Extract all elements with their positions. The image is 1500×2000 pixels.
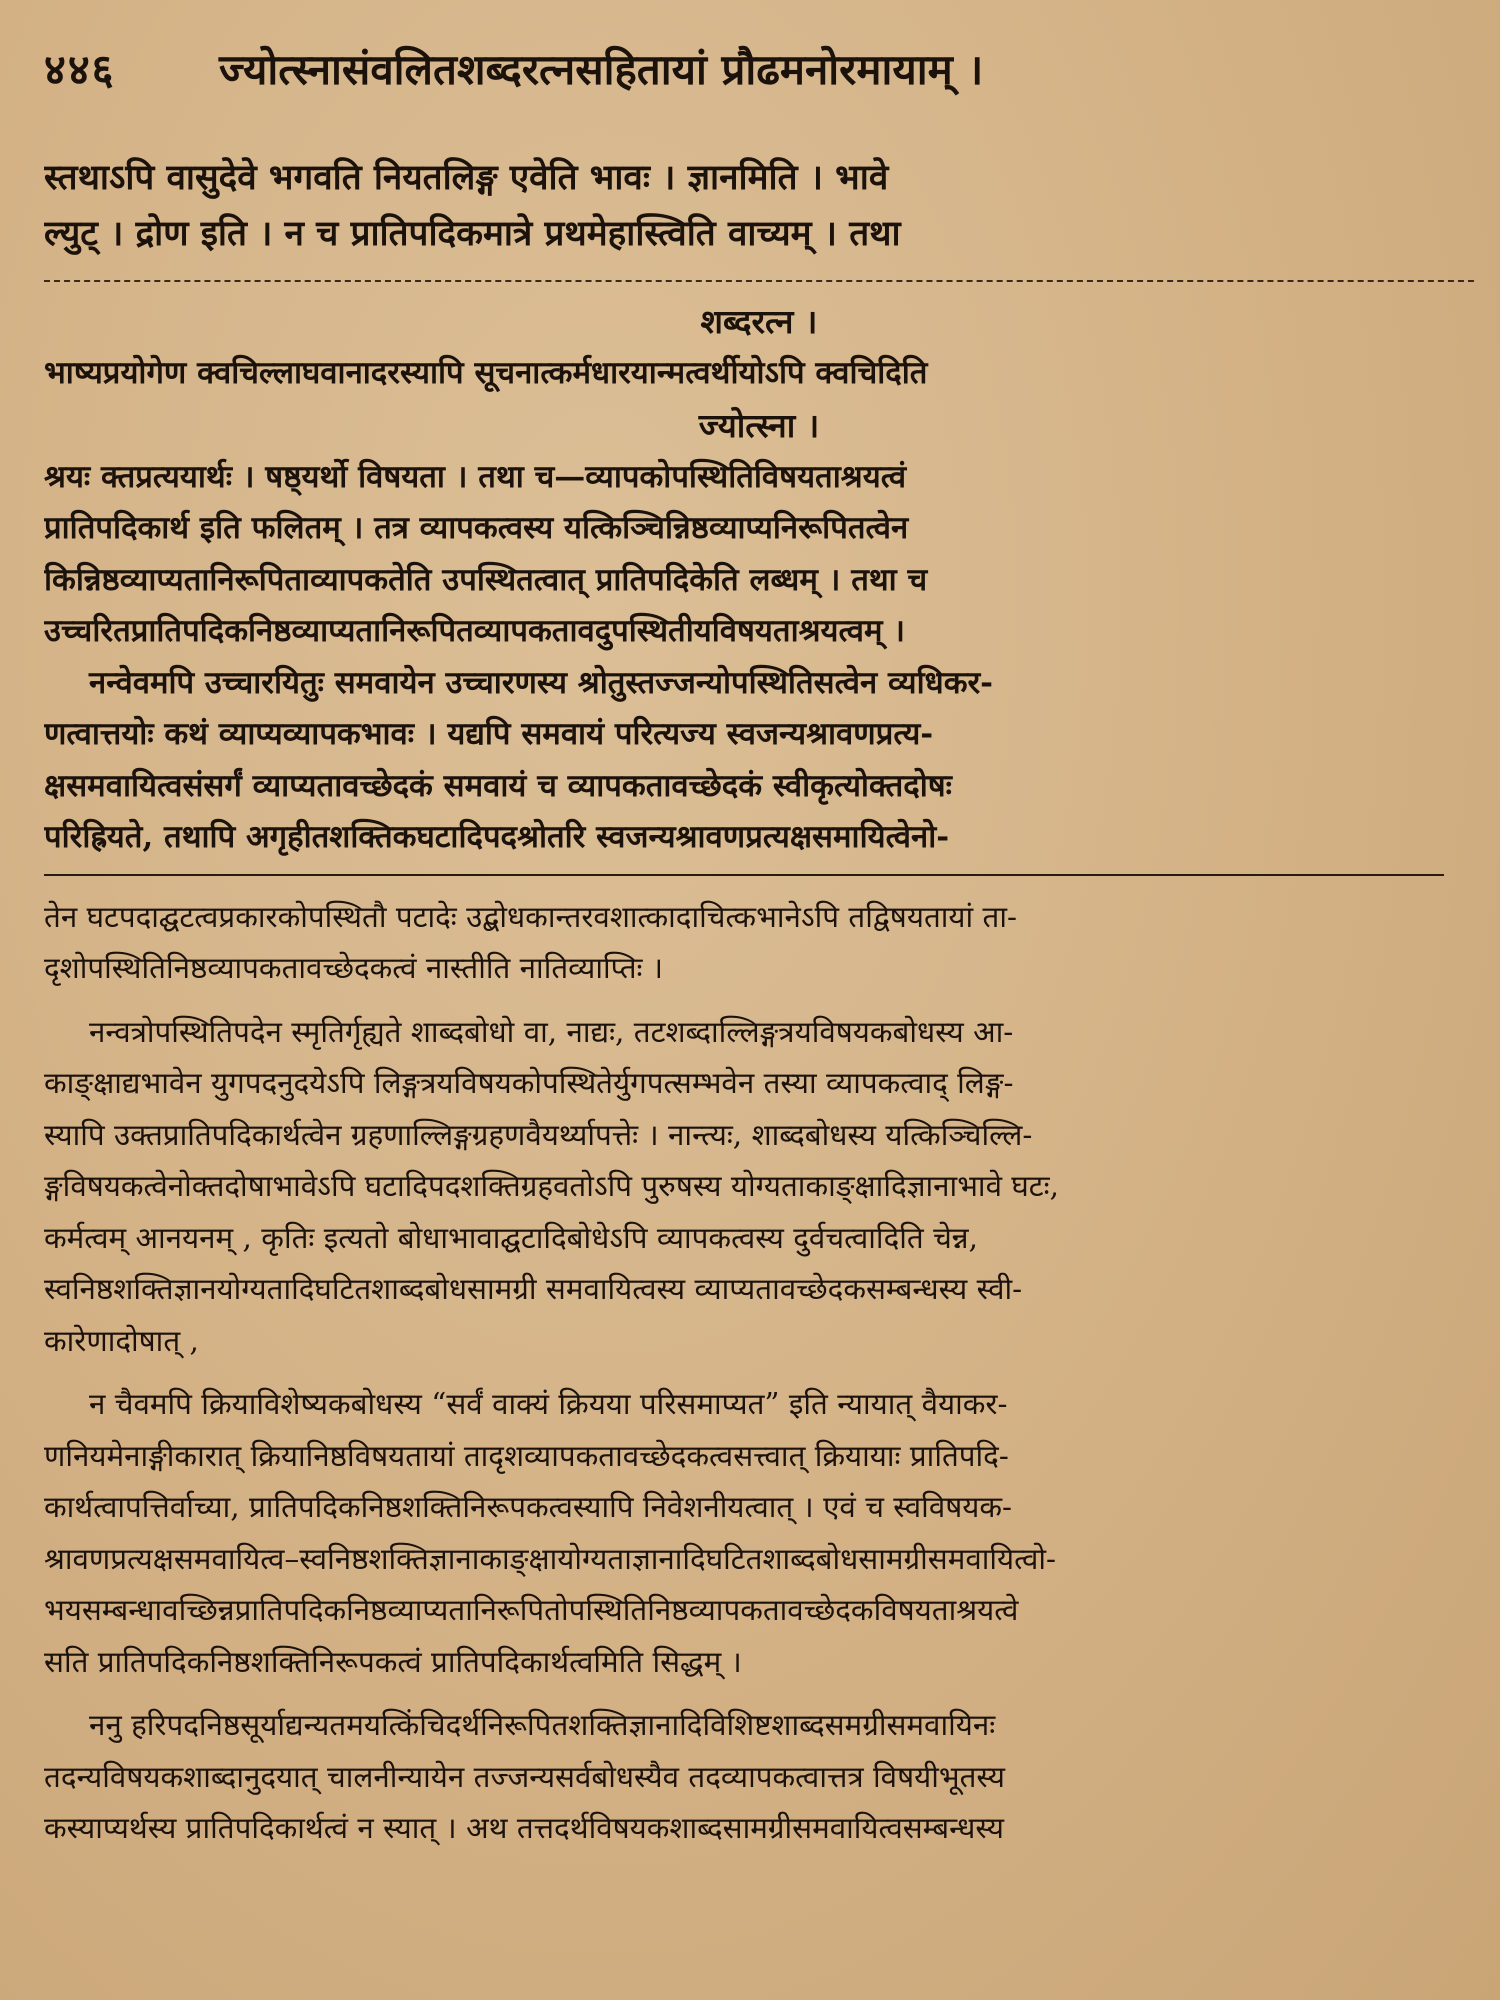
text-line: स्यापि उक्तप्रातिपदिकार्थत्वेन ग्रहणाल्लिङ्गग्रहणवैयर्थ्यापत्तेः । नान्त्यः, शाब्दबोधस्य यत्किञ्चिल्लि- — [44, 1117, 1033, 1152]
text-line: णनियमेनाङ्गीकारात् क्रियानिष्ठविषयतायां तादृशव्यापकतावच्छेदकत्वसत्त्वात् क्रियायाः प्रातिपदि- — [44, 1438, 1009, 1473]
section-heading-jyotsna: ज्योत्स्ना । — [698, 405, 820, 445]
book-page — [44, 40, 1474, 1855]
text-line: नन्वत्रोपस्थितिपदेन स्मृतिर्गृह्यते शाब्दबोधो वा, नाद्यः, तटशब्दाल्लिङ्गत्रयविषयकबोधस्य आ- — [89, 1014, 1014, 1049]
footnote-rule — [44, 874, 1444, 876]
text-line: कारेणादोषात् , — [44, 1323, 199, 1358]
running-title: ज्योत्स्नासंवलितशब्दरत्नसहितायां प्रौढमनोरमायाम् । — [219, 45, 984, 94]
text-line: किन्निष्ठव्याप्यतानिरूपिताव्यापकतेति उपस्थितत्वात् प्रातिपदिकेति लब्धम् । तथा च — [44, 561, 928, 598]
text-line: तदन्यविषयकशाब्दानुदयात् चालनीन्यायेन तज्जन्यसर्वबोधस्यैव तदव्यापकत्वात्तत्र विषयीभूतस्य — [44, 1759, 1006, 1794]
text-line: श्रावणप्रत्यक्षसमवायित्व–स्वनिष्ठशक्तिज्ञानाकाङ्क्षायोग्यताज्ञानादिघटितशाब्दबोधसामग्रीसमवायित्वो- — [44, 1541, 1056, 1576]
text-line: कार्थत्वापत्तिर्वाच्या, प्रातिपदिकनिष्ठशक्तिनिरूपकत्वस्यापि निवेशनीयत्वात् । एवं च स्वविषयक- — [44, 1490, 1013, 1524]
text-line: ङ्गविषयकत्वेनोक्तदोषाभावेऽपि घटादिपदशक्तिग्रहवतोऽपि पुरुषस्य योग्यताकाङ्क्षादिज्ञानाभावे घटः, — [44, 1169, 1059, 1203]
footnote-section — [44, 892, 1474, 1855]
text-line: भयसम्बन्धावच्छिन्नप्रातिपदिकनिष्ठव्याप्यतानिरूपितोपस्थितिनिष्ठव्यापकतावच्छेदकविषयताश्रयत्वे — [44, 1593, 1019, 1627]
text-line: भाष्यप्रयोगेण क्वचिल्लाघवानादरस्यापि सूचनात्कर्मधारयान्मत्वर्थीयोऽपि क्वचिदिति — [44, 355, 928, 391]
text-line: क्षसमवायित्वसंसर्गं व्याप्यतावच्छेदकं समवायं च व्यापकतावच्छेदकं स्वीकृत्योक्तदोषः — [44, 767, 952, 804]
commentary-continuation — [44, 150, 1474, 262]
text-line: प्रातिपदिकार्थ इति फलितम् । तत्र व्यापकत्वस्य यत्किञ्चिन्निष्ठव्याप्यनिरूपितत्वेन — [44, 510, 909, 546]
text-line: स्तथाऽपि वासुदेवे भगवति नियतलिङ्ग एवेति भावः । ज्ञानमिति । भावे — [44, 157, 889, 198]
text-line: सति प्रातिपदिकनिष्ठशक्तिनिरूपकत्वं प्रातिपदिकार्थत्वमिति सिद्धम् । — [44, 1644, 742, 1679]
text-line: कर्मत्वम् आनयनम् , कृतिः इत्यतो बोधाभावाद्घटादिबोधेऽपि व्यापकत्वस्य दुर्वचत्वादिति चेन्न, — [44, 1220, 978, 1255]
text-line: कस्याप्यर्थस्य प्रातिपदिकार्थत्वं न स्यात् । अथ तत्तदर्थविषयकशाब्दसामग्रीसमवायित्वसम्बन्धस्य — [44, 1811, 1004, 1845]
text-line: तेन घटपदाद्घटत्वप्रकारकोपस्थितौ पटादेः उद्बोधकान्तरवशात्कादाचित्कभानेऽपि तद्विषयतायां ता- — [44, 899, 1017, 934]
text-line: ननु हरिपदनिष्ठसूर्याद्यन्यतमयत्किंचिदर्थनिरूपितशक्तिज्ञानादिविशिष्टशाब्दसमग्रीसमवायिनः — [89, 1708, 996, 1742]
text-line: स्वनिष्ठशक्तिज्ञानयोग्यतादिघटितशाब्दबोधसामग्री समवायित्वस्य व्याप्यतावच्छेदकसम्बन्धस्य स्वी- — [44, 1272, 1023, 1306]
page-header — [44, 40, 1474, 120]
text-line: उच्चरितप्रातिपदिकनिष्ठव्याप्यतानिरूपितव्यापकतावदुपस्थितीयविषयताश्रयत्वम् । — [44, 613, 906, 649]
text-line: दृशोपस्थितिनिष्ठव्यापकतावच्छेदकत्वं नास्तीति नातिव्याप्तिः । — [44, 951, 664, 985]
text-line: ल्युट् । द्रोण इति । न च प्रातिपदिकमात्रे प्रथमेहास्त्विति वाच्यम् । तथा — [44, 213, 901, 254]
text-line: णत्वात्तयोः कथं व्याप्यव्यापकभावः । यद्यपि समवायं परित्यज्य स्वजन्यश्रावणप्रत्य- — [44, 716, 934, 752]
page-number: ४४६ — [44, 45, 116, 94]
text-line: श्रयः क्तप्रत्ययार्थः । षष्ठ्यर्थो विषयता । तथा च—व्यापकोपस्थितिविषयताश्रयत्वं — [44, 458, 907, 495]
text-line: न चैवमपि क्रियाविशेष्यकबोधस्य “सर्वं वाक्यं क्रियया परिसमाप्यत” इति न्यायात् वैयाकर- — [89, 1387, 1008, 1421]
wavy-divider — [44, 268, 1474, 282]
text-line: परिह्रियते, तथापि अगृहीतशक्तिकघटादिपदश्रोतरि स्वजन्यश्रावणप्रत्यक्षसमायित्वेनो- — [44, 819, 950, 855]
text-line: काङ्क्षाद्यभावेन युगपदनुदयेऽपि लिङ्गत्रयविषयकोपस्थितेर्युगपत्सम्भवेन तस्या व्यापकत्वाद् लिङ्ग- — [44, 1066, 1014, 1100]
text-line: नन्वेवमपि उच्चारयितुः समवायेन उच्चारणस्य श्रोतुस्तज्जन्योपस्थितिसत्वेन व्यधिकर- — [89, 664, 994, 701]
section-heading-shabdaratna: शब्दरत्न । — [700, 302, 818, 341]
shabdaratna-section — [44, 296, 1474, 864]
